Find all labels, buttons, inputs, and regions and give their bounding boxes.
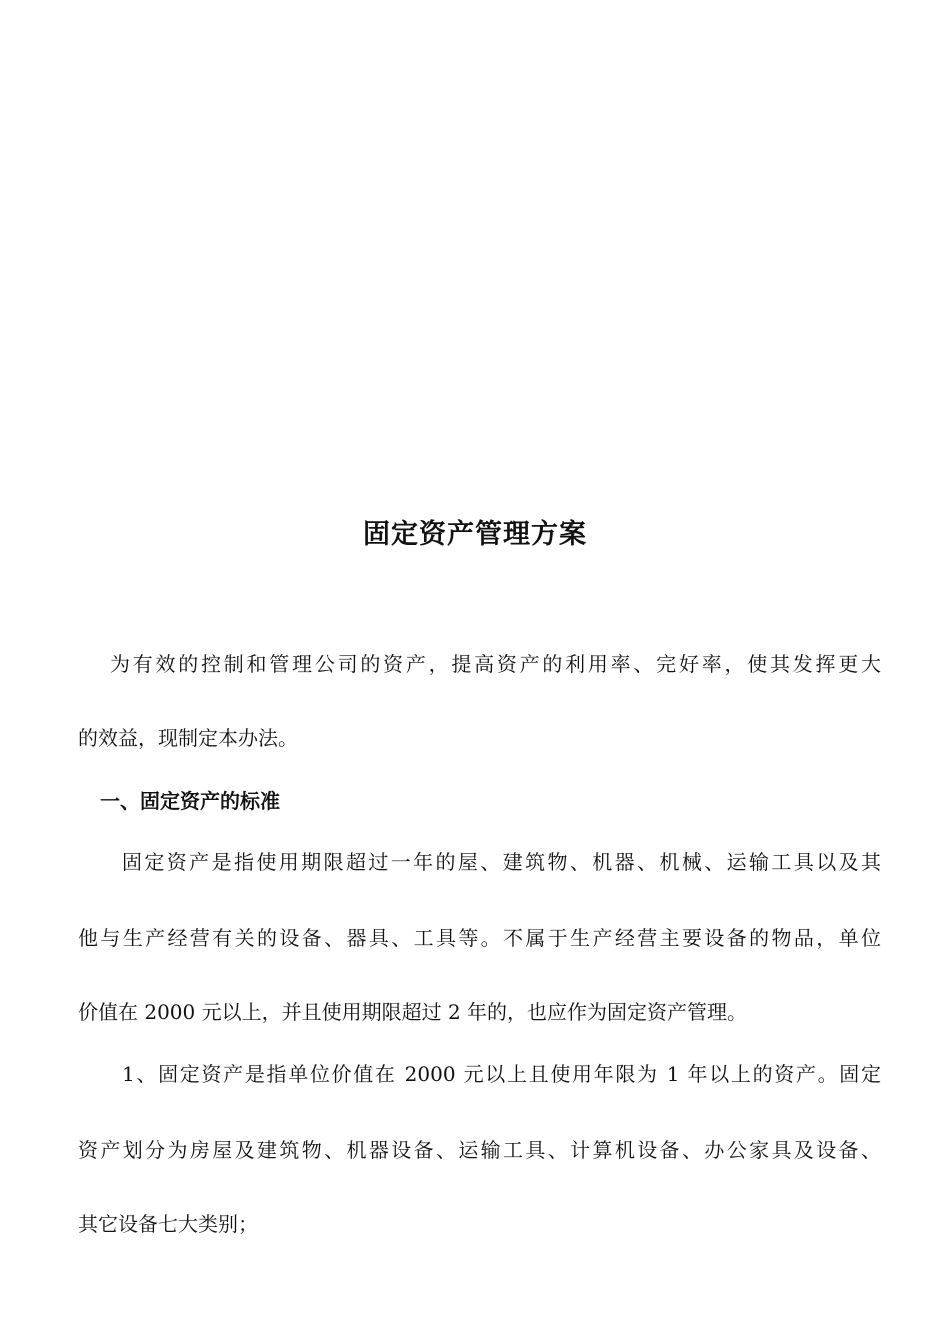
item-1-line-1: 1、固定资产是指单位价值在 2000 元以上且使用年限为 1 年以上的资产。固定 bbox=[122, 1062, 881, 1086]
intro-line-1: 为有效的控制和管理公司的资产，提高资产的利用率、完好率，使其发挥更大 bbox=[110, 652, 881, 676]
section-heading: 一、固定资产的标准 bbox=[100, 789, 280, 813]
intro-line-2: 的效益，现制定本办法。 bbox=[78, 726, 298, 750]
section-para-line-3: 价值在 2000 元以上，并且使用期限超过 2 年的，也应作为固定资产管理。 bbox=[78, 1000, 748, 1024]
item-1-line-2: 资产划分为房屋及建筑物、机器设备、运输工具、计算机设备、办公家具及设备、 bbox=[78, 1138, 881, 1162]
section-para-line-2: 他与生产经营有关的设备、器具、工具等。不属于生产经营主要设备的物品，单位 bbox=[78, 926, 881, 950]
section-para-line-1: 固定资产是指使用期限超过一年的屋、建筑物、机器、机械、运输工具以及其 bbox=[122, 850, 881, 874]
document-title: 固定资产管理方案 bbox=[363, 519, 587, 550]
item-1-line-3: 其它设备七大类别； bbox=[78, 1212, 258, 1236]
